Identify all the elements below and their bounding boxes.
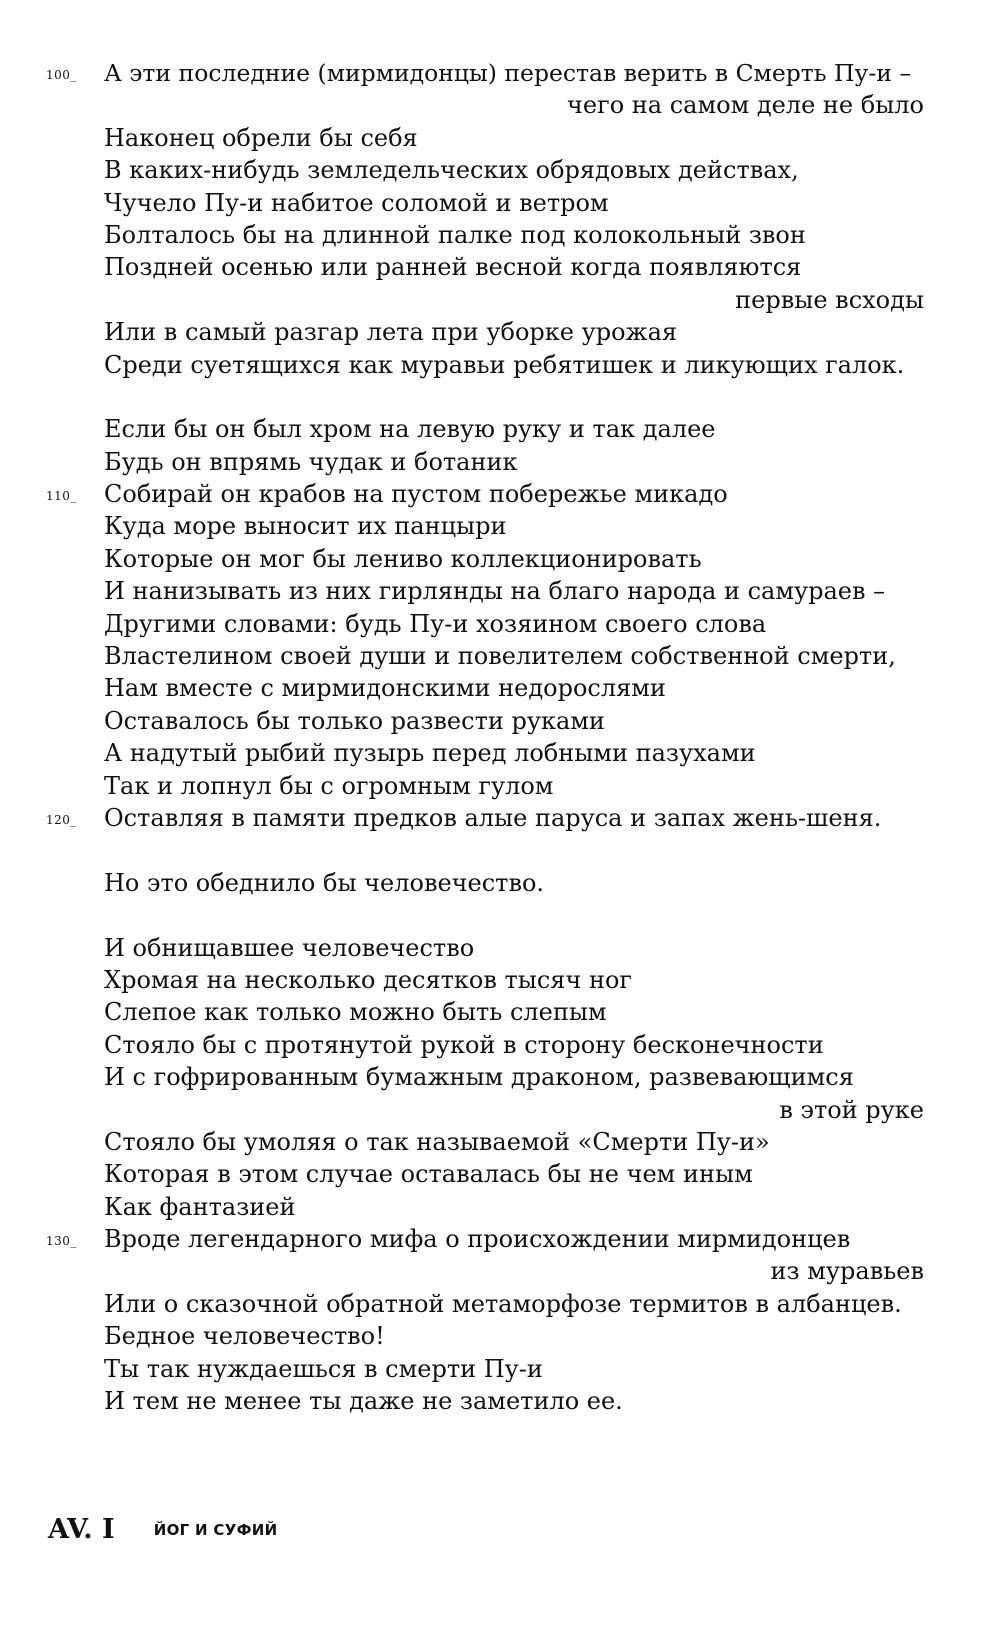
- line-text: из муравьев: [770, 1257, 924, 1286]
- line-text: Нам вместе с мирмидонскими недорослями: [104, 674, 666, 703]
- poem-line: [104, 672, 924, 704]
- line-text: Наконец обрели бы себя: [104, 123, 418, 152]
- poem-line: [104, 932, 924, 964]
- poem-line: [104, 510, 924, 542]
- poem-line: [104, 575, 924, 607]
- poem-line: [104, 1158, 924, 1190]
- poem-line: [46, 478, 924, 510]
- line-text: И нанизывать из них гирлянды на благо народа и самураев –: [104, 577, 886, 606]
- line-text: Собирай он крабов на пустом побережье микадо: [104, 480, 728, 509]
- line-text: Поздней осенью или ранней весной когда появляются: [104, 253, 802, 282]
- line-text: Среди суетящихся как муравьи ребятишек и ликующих галок.: [104, 350, 905, 379]
- poem-line: [104, 996, 924, 1028]
- poem-line: [104, 1255, 924, 1287]
- poem-line: [104, 187, 924, 219]
- poem-line: [104, 1385, 924, 1417]
- line-text: Так и лопнул бы с огромным гулом: [104, 771, 554, 800]
- line-number: 110_: [46, 489, 77, 504]
- folio: AV. I: [48, 1514, 115, 1545]
- line-text: Или в самый разгар лета при уборке урожая: [104, 318, 678, 347]
- poem-line: [104, 89, 924, 121]
- line-text: А эти последние (мирмидонцы) перестав верить в Смерть Пу-и –: [104, 59, 912, 87]
- line-text: Вроде легендарного мифа о происхождении мирмидонцев: [104, 1225, 851, 1254]
- line-text: Будь он впрямь чудак и ботаник: [104, 447, 518, 476]
- line-text: И обнищавшее человечество: [104, 933, 475, 962]
- line-text: чего на самом деле не было: [567, 91, 924, 120]
- poem-line: [104, 1094, 924, 1126]
- poem-line: [46, 57, 924, 89]
- line-text: Или о сказочной обратной метаморфозе термитов в албанцев.: [104, 1289, 902, 1318]
- line-text: первые всходы: [735, 285, 924, 314]
- poem-line: [104, 284, 924, 316]
- line-text: Ты так нуждаешься в смерти Пу-и: [104, 1354, 543, 1383]
- line-text: Куда море выносит их панцыри: [104, 512, 507, 541]
- line-text: Оставалось бы только развести руками: [104, 706, 605, 735]
- poem-line: [104, 737, 924, 769]
- line-text: И тем не менее ты даже не заметило ее.: [104, 1387, 623, 1416]
- poem-line: [104, 349, 924, 381]
- poem-line: [104, 608, 924, 640]
- line-text: Стояло бы с протянутой рукой в сторону бесконечности: [104, 1030, 824, 1059]
- poem-line: [104, 251, 924, 283]
- line-text: Но это обеднило бы человечество.: [104, 868, 545, 897]
- line-text: Если бы он был хром на левую руку и так далее: [104, 415, 716, 444]
- line-text: Властелином своей души и повелителем собственной смерти,: [104, 642, 896, 671]
- poem-line: [104, 219, 924, 251]
- poem-line: [104, 154, 924, 186]
- poem-line: [104, 640, 924, 672]
- page-footer: [48, 1510, 277, 1550]
- poem-line: [104, 1191, 924, 1223]
- poem-text: [46, 57, 924, 1417]
- stanza-break: [104, 834, 924, 866]
- line-text: в этой руке: [779, 1095, 924, 1124]
- poem-line: [104, 1126, 924, 1158]
- poem-line: [104, 122, 924, 154]
- line-text: И с гофрированным бумажным драконом, развевающимся: [104, 1063, 854, 1092]
- poem-line: [104, 705, 924, 737]
- poem-line: [104, 543, 924, 575]
- line-text: Слепое как только можно быть слепым: [104, 998, 607, 1027]
- line-text: А надутый рыбий пузырь перед лобными пазухами: [104, 739, 756, 768]
- poem-line: [104, 413, 924, 445]
- poem-line: [104, 1320, 924, 1352]
- line-text: Другими словами: будь Пу-и хозяином своего слова: [104, 609, 767, 638]
- running-head: ЙОГ И СУФИЙ: [153, 1521, 278, 1539]
- poem-line: [104, 867, 924, 899]
- stanza-break: [104, 899, 924, 931]
- line-text: Оставляя в памяти предков алые паруса и запах жень-шеня.: [104, 803, 882, 832]
- poem-line: [46, 1223, 924, 1255]
- line-text: Стояло бы умоляя о так называемой «Смерти Пу-и»: [104, 1127, 770, 1156]
- poem-line: [104, 964, 924, 996]
- poem-line: [104, 1288, 924, 1320]
- poem-line: [104, 1353, 924, 1385]
- line-text: Как фантазией: [104, 1192, 296, 1221]
- poem-line: [104, 316, 924, 348]
- line-text: Которые он мог бы лениво коллекционировать: [104, 544, 702, 573]
- line-number: 100_: [46, 68, 77, 82]
- line-text: Которая в этом случае оставалась бы не чем иным: [104, 1160, 753, 1189]
- stanza-break: [104, 381, 924, 413]
- line-text: Хромая на несколько десятков тысяч ног: [104, 965, 632, 994]
- line-number: 130_: [46, 1234, 77, 1249]
- line-text: Болталось бы на длинной палке под колокольный звон: [104, 220, 806, 249]
- line-text: В каких-нибудь земледельческих обрядовых действах,: [104, 156, 799, 185]
- poem-line: [104, 1061, 924, 1093]
- poem-line: [46, 802, 924, 834]
- line-number: 120_: [46, 812, 77, 827]
- line-text: Бедное человечество!: [104, 1322, 385, 1351]
- poem-line: [104, 1029, 924, 1061]
- poem-line: [104, 446, 924, 478]
- poem-line: [104, 770, 924, 802]
- line-text: Чучело Пу-и набитое соломой и ветром: [104, 188, 609, 217]
